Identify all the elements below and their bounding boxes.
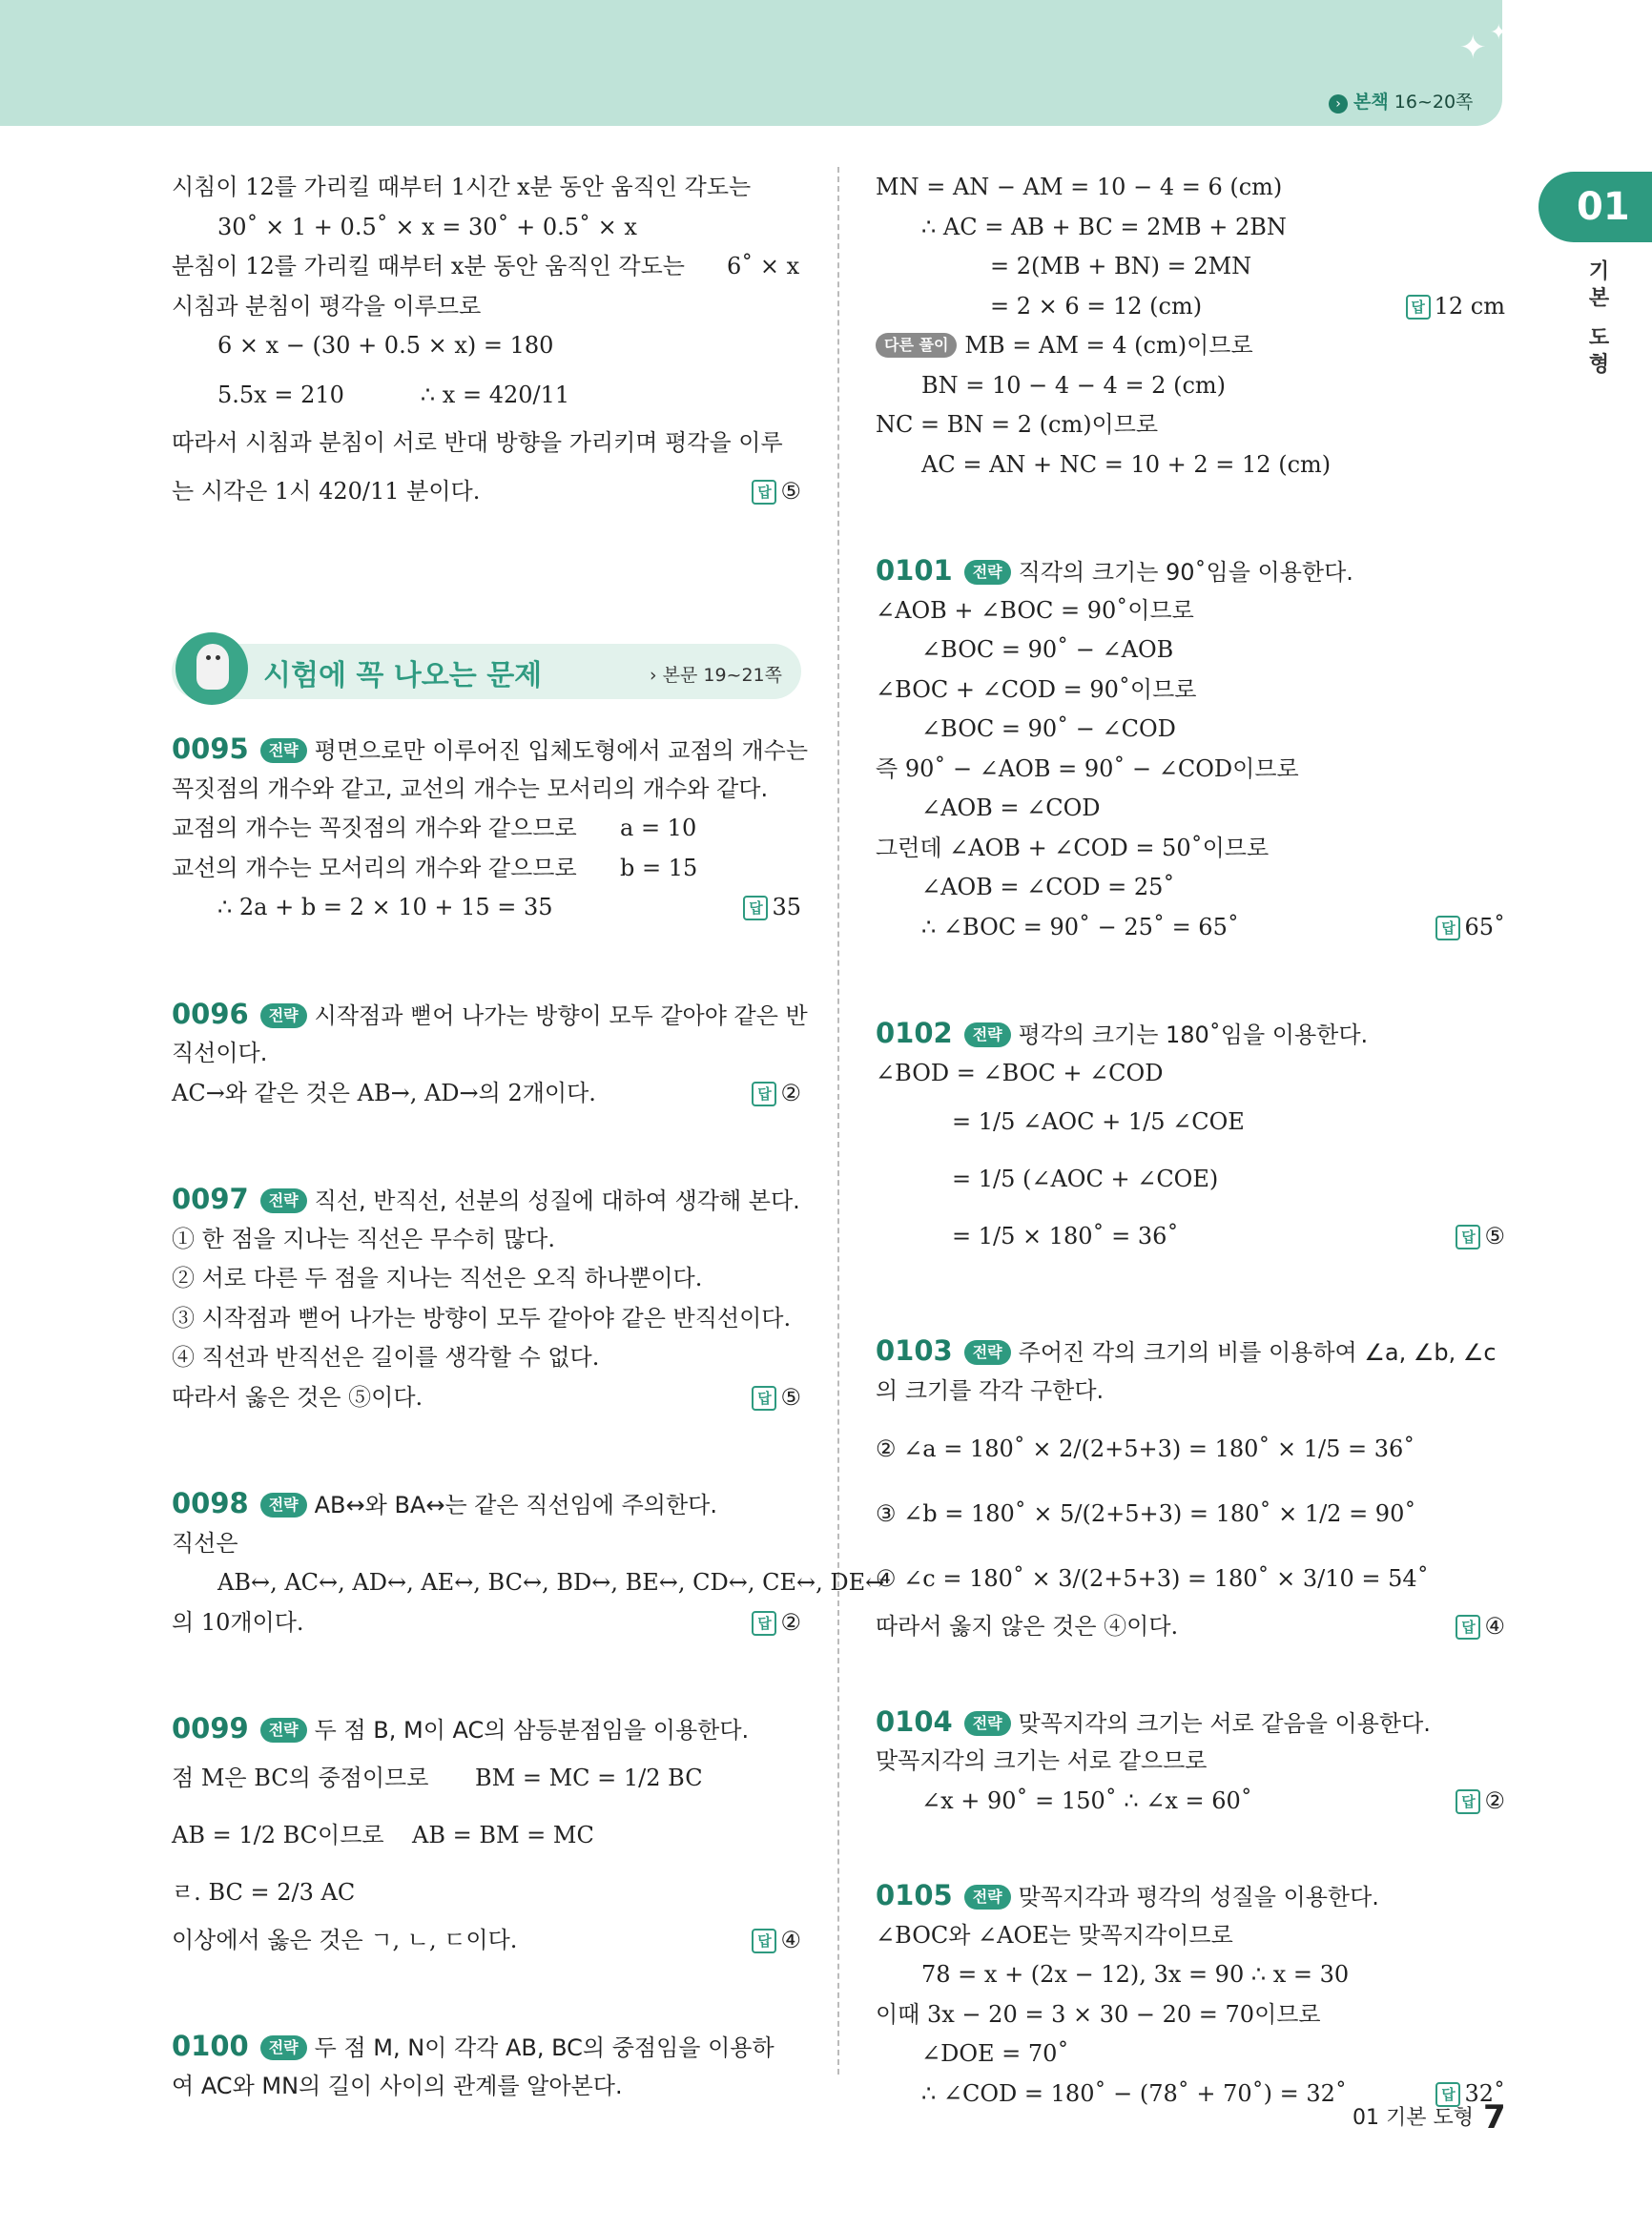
strategy-badge: 전략	[260, 1493, 307, 1518]
text-line: ④ 직선과 반직선은 길이를 생각할 수 없다.	[172, 1344, 600, 1371]
math-line: NC = BN = 2 (cm)이므로	[876, 411, 1159, 438]
math-line: ∠BOD = ∠BOC + ∠COD	[876, 1059, 1164, 1086]
text-line: 분침이 12를 가리킬 때부터 x분 동안 움직인 각도는 6˚ × x	[172, 253, 800, 279]
answer-mark: 답 ④	[752, 1921, 801, 1959]
answer-icon: 답	[743, 896, 768, 920]
answer-mark: 답 ②	[1456, 1782, 1505, 1820]
text-line: ① 한 점을 지나는 직선은 무수히 많다.	[172, 1225, 555, 1252]
math-line: AB↔, AC↔, AD↔, AE↔, BC↔, BD↔, BE↔, CD↔, CE↔, DE↔	[217, 1569, 885, 1596]
top-band	[0, 0, 1502, 126]
problem-0105-heading: 0105 전략 맞꼭지각과 평각의 성질을 이용한다.	[876, 1879, 1379, 1911]
problem-0095-heading: 0095 전략 평면으로만 이루어진 입체도형에서 교점의 개수는	[172, 733, 809, 765]
math-line: ∠BOC와 ∠AOE는 맞꼭지각이므로	[876, 1921, 1233, 1949]
strategy-line: 여 AC와 MN의 길이 사이의 관계를 알아본다.	[172, 2072, 623, 2099]
math-line: = 2(MB + BN) = 2MN	[990, 253, 1252, 279]
text-line: ② 서로 다른 두 점을 지나는 직선은 오직 하나뿐이다.	[172, 1265, 703, 1291]
strategy-line: 의 크기를 각각 구한다.	[876, 1376, 1105, 1404]
answer-icon: 답	[1456, 1615, 1480, 1640]
strategy-badge: 전략	[260, 2035, 307, 2060]
text-line: ㄹ. BC = 2/3 AC	[172, 1878, 356, 1906]
right-column	[876, 168, 1505, 2114]
text-line: 교선의 개수는 모서리의 개수와 같으므로 b = 15	[172, 854, 698, 881]
text-line: 시침과 분침이 평각을 이루므로	[172, 292, 482, 320]
math-line: ∴ ∠COD = 180˚ − (78˚ + 70˚) = 32˚ 답 32˚	[876, 2075, 1505, 2115]
math-line: = 1/5 × 180˚ = 36˚ 답 ⑤	[876, 1208, 1505, 1265]
math-line: ∴ 2a + b = 2 × 10 + 15 = 35 답 35	[172, 888, 801, 928]
penguin-icon	[176, 632, 248, 705]
math-line: ∴ ∠BOC = 90˚ − 25˚ = 65˚ 답 65˚	[876, 908, 1505, 948]
math-line: AC = AN + NC = 10 + 2 = 12 (cm)	[921, 450, 1332, 478]
math-line: ∠AOB = ∠COD	[921, 795, 1101, 821]
math-line: ③ ∠b = 180˚ × 5/(2+5+3) = 180˚ × 1/2 = 90˚	[876, 1500, 1416, 1527]
problem-0097-heading: 0097 전략 직선, 반직선, 선분의 성질에 대하여 생각해 본다.	[172, 1183, 800, 1215]
strategy-badge: 전략	[260, 738, 307, 763]
answer-icon: 답	[752, 1929, 776, 1953]
math-line: MN = AN − AM = 10 − 4 = 6 (cm)	[876, 174, 1283, 200]
problem-0096-heading: 0096 전략 시작점과 뻗어 나가는 방향이 모두 같아야 같은 반	[172, 997, 808, 1030]
sparkle-icon: ✦	[1459, 29, 1487, 67]
answer-mark: 답 ④	[1456, 1607, 1505, 1645]
strategy-badge: 전략	[964, 1885, 1011, 1910]
strategy-badge: 전략	[260, 1188, 307, 1213]
math-line: = 1/5 (∠AOC + ∠COE)	[952, 1166, 1219, 1192]
text-line: ③ 시작점과 뻗어 나가는 방향이 모두 같아야 같은 반직선이다.	[172, 1304, 792, 1332]
answer-mark: 답 35	[743, 888, 801, 926]
text-line: 의 10개이다. 답 ②	[172, 1603, 801, 1643]
text-line: 점 M은 BC의 중점이므로 BM = MC = 1/2 BC	[172, 1764, 703, 1791]
chapter-tab[interactable]: 01	[1538, 172, 1652, 242]
sparkle-icon: ✦	[1490, 21, 1508, 45]
answer-mark: 답 ⑤	[1456, 1208, 1505, 1265]
chapter-title-vertical: 기본 도형	[1585, 259, 1609, 380]
math-line: ∠BOC = 90˚ − ∠AOB	[921, 636, 1174, 663]
text-line: 따라서 시침과 분침이 서로 반대 방향을 가리키며 평각을 이루	[172, 428, 783, 456]
answer-icon: 답	[1435, 916, 1460, 940]
math-line: BN = 10 − 4 − 4 = 2 (cm)	[921, 371, 1227, 399]
answer-icon: 답	[1435, 2082, 1460, 2107]
problem-0100-heading: 0100 전략 두 점 M, N이 각각 AB, BC의 중점임을 이용하	[172, 2030, 774, 2062]
text-line: 이상에서 옳은 것은 ㄱ, ㄴ, ㄷ이다. 답 ④	[172, 1921, 801, 1961]
math-line: 이때 3x − 20 = 3 × 30 − 20 = 70이므로	[876, 2000, 1321, 2028]
page-number: 7	[1483, 2098, 1506, 2137]
section-page-ref[interactable]: › 본문 19~21쪽	[649, 665, 782, 686]
answer-icon: 답	[752, 480, 776, 505]
problem-0103-heading: 0103 전략 주어진 각의 크기의 비를 이용하여 ∠a, ∠b, ∠c	[876, 1334, 1497, 1367]
answer-mark: 답 ⑤	[752, 463, 801, 520]
alt-solution-line: 다른 풀이 MB = AM = 4 (cm)이므로	[876, 326, 1505, 366]
answer-mark: 답 ②	[752, 1074, 801, 1112]
answer-mark: 답 ②	[752, 1603, 801, 1642]
section-title: 시험에 꼭 나오는 문제	[263, 659, 543, 692]
text-line: 는 시각은 1시 420/11 분이다. 답 ⑤	[172, 463, 801, 520]
problem-0101-heading: 0101 전략 직각의 크기는 90˚임을 이용한다.	[876, 554, 1353, 587]
answer-icon: 답	[752, 1386, 776, 1411]
answer-icon: 답	[752, 1082, 776, 1106]
math-line: 78 = x + (2x − 12), 3x = 90 ∴ x = 30	[921, 1961, 1350, 1988]
strategy-badge: 전략	[964, 1022, 1011, 1047]
text-line: 시침이 12를 가리킬 때부터 1시간 x분 동안 움직인 각도는	[172, 174, 752, 200]
answer-mark: 답 12 cm	[1406, 287, 1505, 325]
left-column	[172, 168, 885, 2106]
problem-0098-heading: 0098 전략 AB↔와 BA↔는 같은 직선임에 주의한다.	[172, 1487, 717, 1519]
math-line: ∠AOB = ∠COD = 25˚	[921, 874, 1175, 900]
text-line: 직선은	[172, 1529, 238, 1557]
math-line: ∠AOB + ∠BOC = 90˚이므로	[876, 596, 1194, 624]
strategy-badge: 전략	[260, 1718, 307, 1743]
text-line: 따라서 옳은 것은 ⑤이다. 답 ⑤	[172, 1378, 801, 1418]
math-line: 즉 90˚ − ∠AOB = 90˚ − ∠COD이므로	[876, 754, 1299, 782]
strategy-line: 꼭짓점의 개수와 같고, 교선의 개수는 모서리의 개수와 같다.	[172, 774, 769, 802]
answer-mark: 답 32˚	[1435, 2075, 1505, 2113]
text-line: AB = 1/2 BC이므로 AB = BM = MC	[172, 1821, 594, 1848]
math-line: ∴ AC = AB + BC = 2MB + 2BN	[921, 213, 1287, 240]
strategy-badge: 전략	[964, 560, 1011, 585]
problem-0102-heading: 0102 전략 평각의 크기는 180˚임을 이용한다.	[876, 1017, 1369, 1049]
answer-icon: 답	[1456, 1789, 1480, 1814]
problem-0099-heading: 0099 전략 두 점 B, M이 AC의 삼등분점임을 이용한다.	[172, 1712, 750, 1745]
arrow-right-icon: ›	[1329, 94, 1348, 114]
math-line: = 1/5 ∠AOC + 1/5 ∠COE	[952, 1108, 1245, 1135]
strategy-badge: 전략	[964, 1340, 1011, 1365]
strategy-line: 직선이다.	[172, 1040, 268, 1066]
math-line: ∠BOC + ∠COD = 90˚이므로	[876, 675, 1197, 703]
answer-icon: 답	[1406, 295, 1431, 320]
top-page-ref[interactable]: › 본책 16~20쪽	[1329, 88, 1473, 114]
math-line: ② ∠a = 180˚ × 2/(2+5+3) = 180˚ × 1/5 = 36˚	[876, 1435, 1415, 1462]
text-line: 따라서 옳지 않은 것은 ④이다. 답 ④	[876, 1607, 1505, 1647]
strategy-badge: 전략	[260, 1003, 307, 1028]
problem-0104-heading: 0104 전략 맞꼭지각의 크기는 서로 같음을 이용한다.	[876, 1704, 1431, 1738]
section-header	[172, 625, 801, 716]
answer-icon: 답	[752, 1611, 776, 1636]
math-line: 그런데 ∠AOB + ∠COD = 50˚이므로	[876, 834, 1270, 861]
page-footer: 01 기본 도형 7	[1353, 2098, 1506, 2137]
strategy-badge: 전략	[964, 1711, 1011, 1736]
math-line: ∠DOE = 70˚	[921, 2040, 1069, 2067]
alt-solution-badge: 다른 풀이	[876, 333, 957, 358]
text-line: 교점의 개수는 꼭짓점의 개수와 같으므로 a = 10	[172, 815, 697, 841]
math-line: = 2 × 6 = 12 (cm) 답 12 cm	[876, 287, 1505, 327]
math-line: 6 × x − (30 + 0.5 × x) = 180	[217, 332, 554, 359]
answer-mark: 답 ⑤	[752, 1378, 801, 1416]
column-divider	[837, 167, 839, 2075]
math-line: 5.5x = 210 ∴ x = 420/11	[217, 381, 570, 408]
text-line: AC→와 같은 것은 AB→, AD→의 2개이다. 답 ②	[172, 1074, 801, 1114]
answer-mark: 답 65˚	[1435, 908, 1505, 946]
math-line: 30˚ × 1 + 0.5˚ × x = 30˚ + 0.5˚ × x	[217, 213, 637, 240]
text-line: 맞꼭지각의 크기는 서로 같으므로	[876, 1747, 1208, 1774]
math-line: ④ ∠c = 180˚ × 3/(2+5+3) = 180˚ × 3/10 = 54˚	[876, 1565, 1429, 1592]
math-line: ∠BOC = 90˚ − ∠COD	[921, 715, 1176, 742]
math-line: ∠x + 90˚ = 150˚ ∴ ∠x = 60˚ 답 ②	[876, 1782, 1505, 1822]
answer-icon: 답	[1456, 1225, 1480, 1249]
